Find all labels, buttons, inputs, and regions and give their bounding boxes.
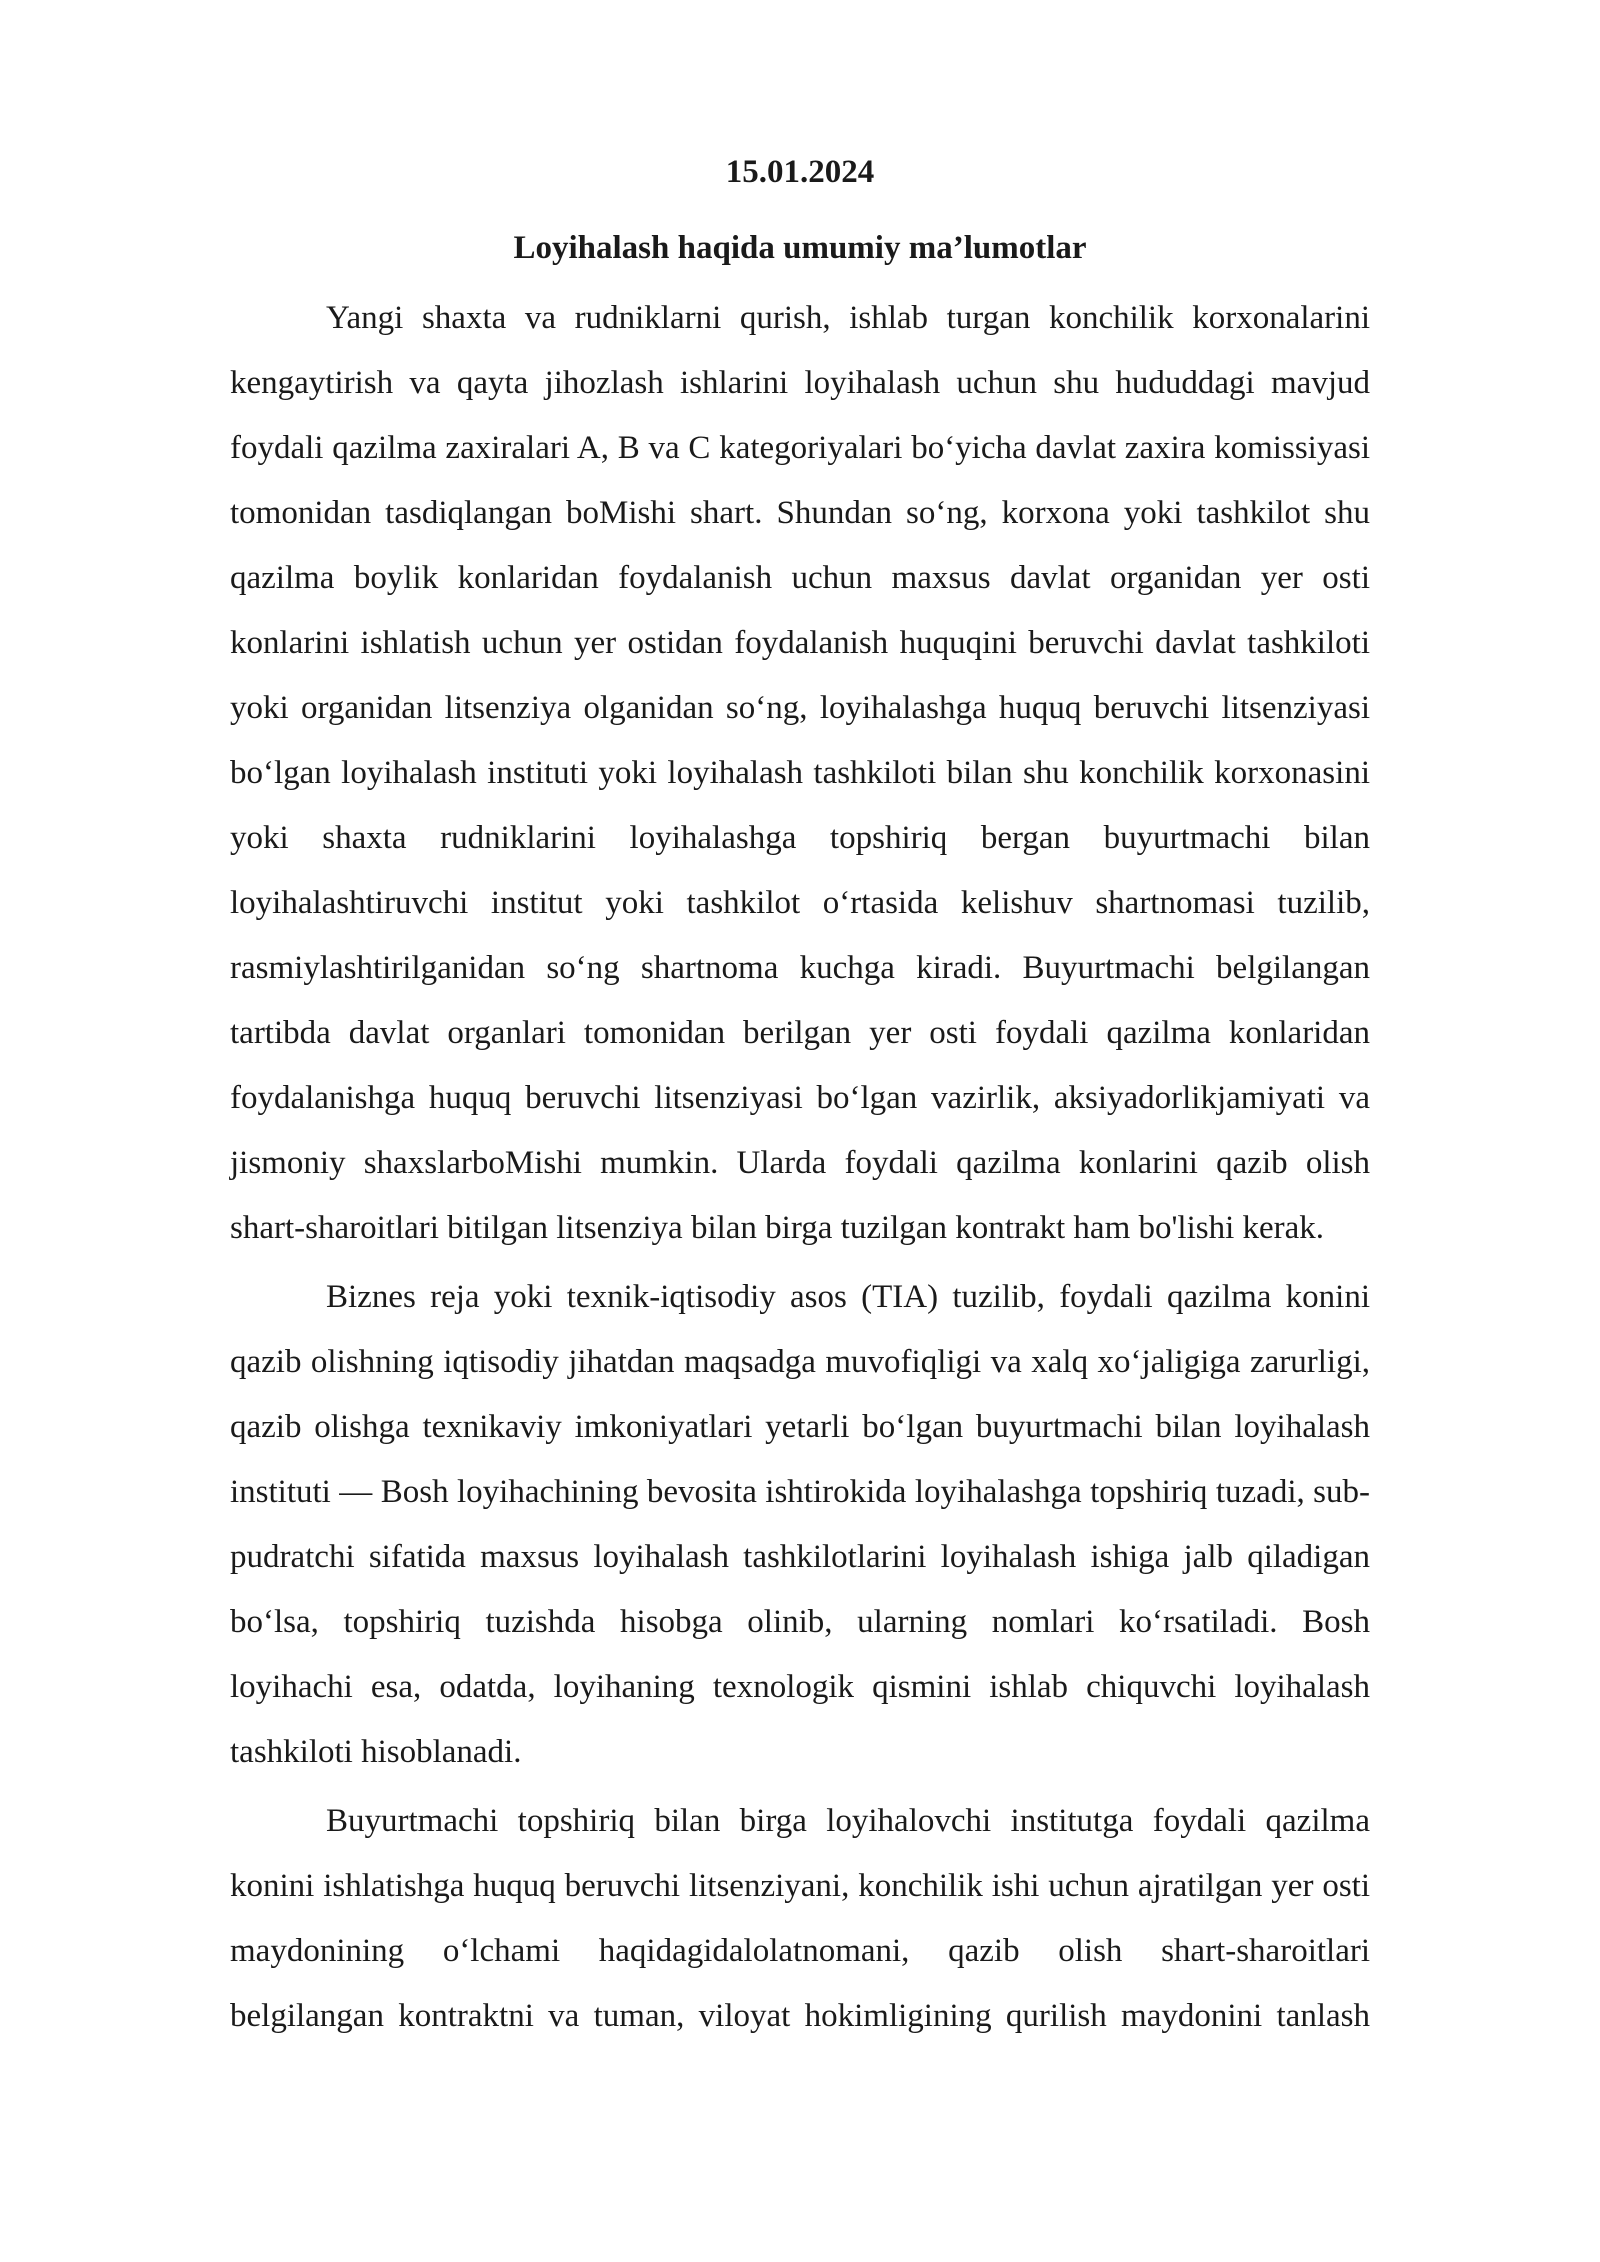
document-date: 15.01.2024 [725,154,875,190]
paragraph-2: Biznes reja yoki texnik-iqtisodiy asos (TIA) tuzilib, foydali qazilma konini qazib olishning iqtisodiy jihatdan maqsadga muvofiqligi va xalq xo‘jaligiga zarurligi, qazib olishga texnikaviy imkoniyatlari yetarli bo‘lgan buyurtmachi bilan loyihalash instituti — Bosh loyihachining bevosita ishtirokida loyihalashga topshiriq tuzadi, sub-pudratchi sifatida maxsus loyihalash tashkilotlarini loyihalash ishiga jalb qiladigan bo‘lsa, topshiriq tuzishda hisobga olinib, ularning nomlari ko‘rsatiladi. Bosh loyihachi esa, odatda, loyihaning texnologik qismini ishlab chiquvchi loyihalash tashkiloti hisoblanadi. [230,1279,1370,1770]
document-body [230,150,1370,2053]
document-title: Loyihalash haqida umumiy ma’lumotlar [513,230,1087,266]
paragraph-3: Buyurtmachi topshiriq bilan birga loyihalovchi institutga foydali qazilma konini ishlatishga huquq beruvchi litsenziyani, konchilik ishi uchun ajratilgan yer osti maydonining o‘lchami haqidagidalolatnomani, qazib olish shart-sharoitlari belgilangan kontraktni va tuman, viloyat hokimligining qurilish maydonini tanlash [230,1803,1370,2034]
paragraph-1: Yangi shaxta va rudniklarni qurish, ishlab turgan konchilik korxonalarini kengaytirish va qayta jihozlash ishlarini loyihalash uchun shu hududdagi mavjud foydali qazilma zaxiralari A, B va C kategoriyalari bo‘yicha davlat zaxira komissiyasi tomonidan tasdiqlangan boMishi shart. Shundan so‘ng, korxona yoki tashkilot shu qazilma boylik konlaridan foydalanish uchun maxsus davlat organidan yer osti konlarini ishlatish uchun yer ostidan foydalanish huquqini beruvchi davlat tashkiloti yoki organidan litsenziya olganidan so‘ng, loyihalashga huquq beruvchi litsenziyasi bo‘lgan loyihalash instituti yoki loyihalash tashkiloti bilan shu konchilik korxonasini yoki shaxta rudniklarini loyihalashga topshiriq bergan buyurtmachi bilan loyihalashtiruvchi institut yoki tashkilot o‘rtasida kelishuv shartnomasi tuzilib, rasmiylashtirilganidan so‘ng shartnoma kuchga kiradi. Buyurtmachi belgilangan tartibda davlat organlari tomonidan berilgan yer osti foydali qazilma konlaridan foydalanishga huquq beruvchi litsenziyasi bo‘lgan vazirlik, aksiyadorlikjamiyati va jismoniy shaxslarboMishi mumkin. Ularda foydali qazilma konlarini qazib olish shart-sharoitlari bitilgan litsenziya bilan birga tuzilgan kontrakt ham bo'lishi kerak. [230,300,1370,1246]
